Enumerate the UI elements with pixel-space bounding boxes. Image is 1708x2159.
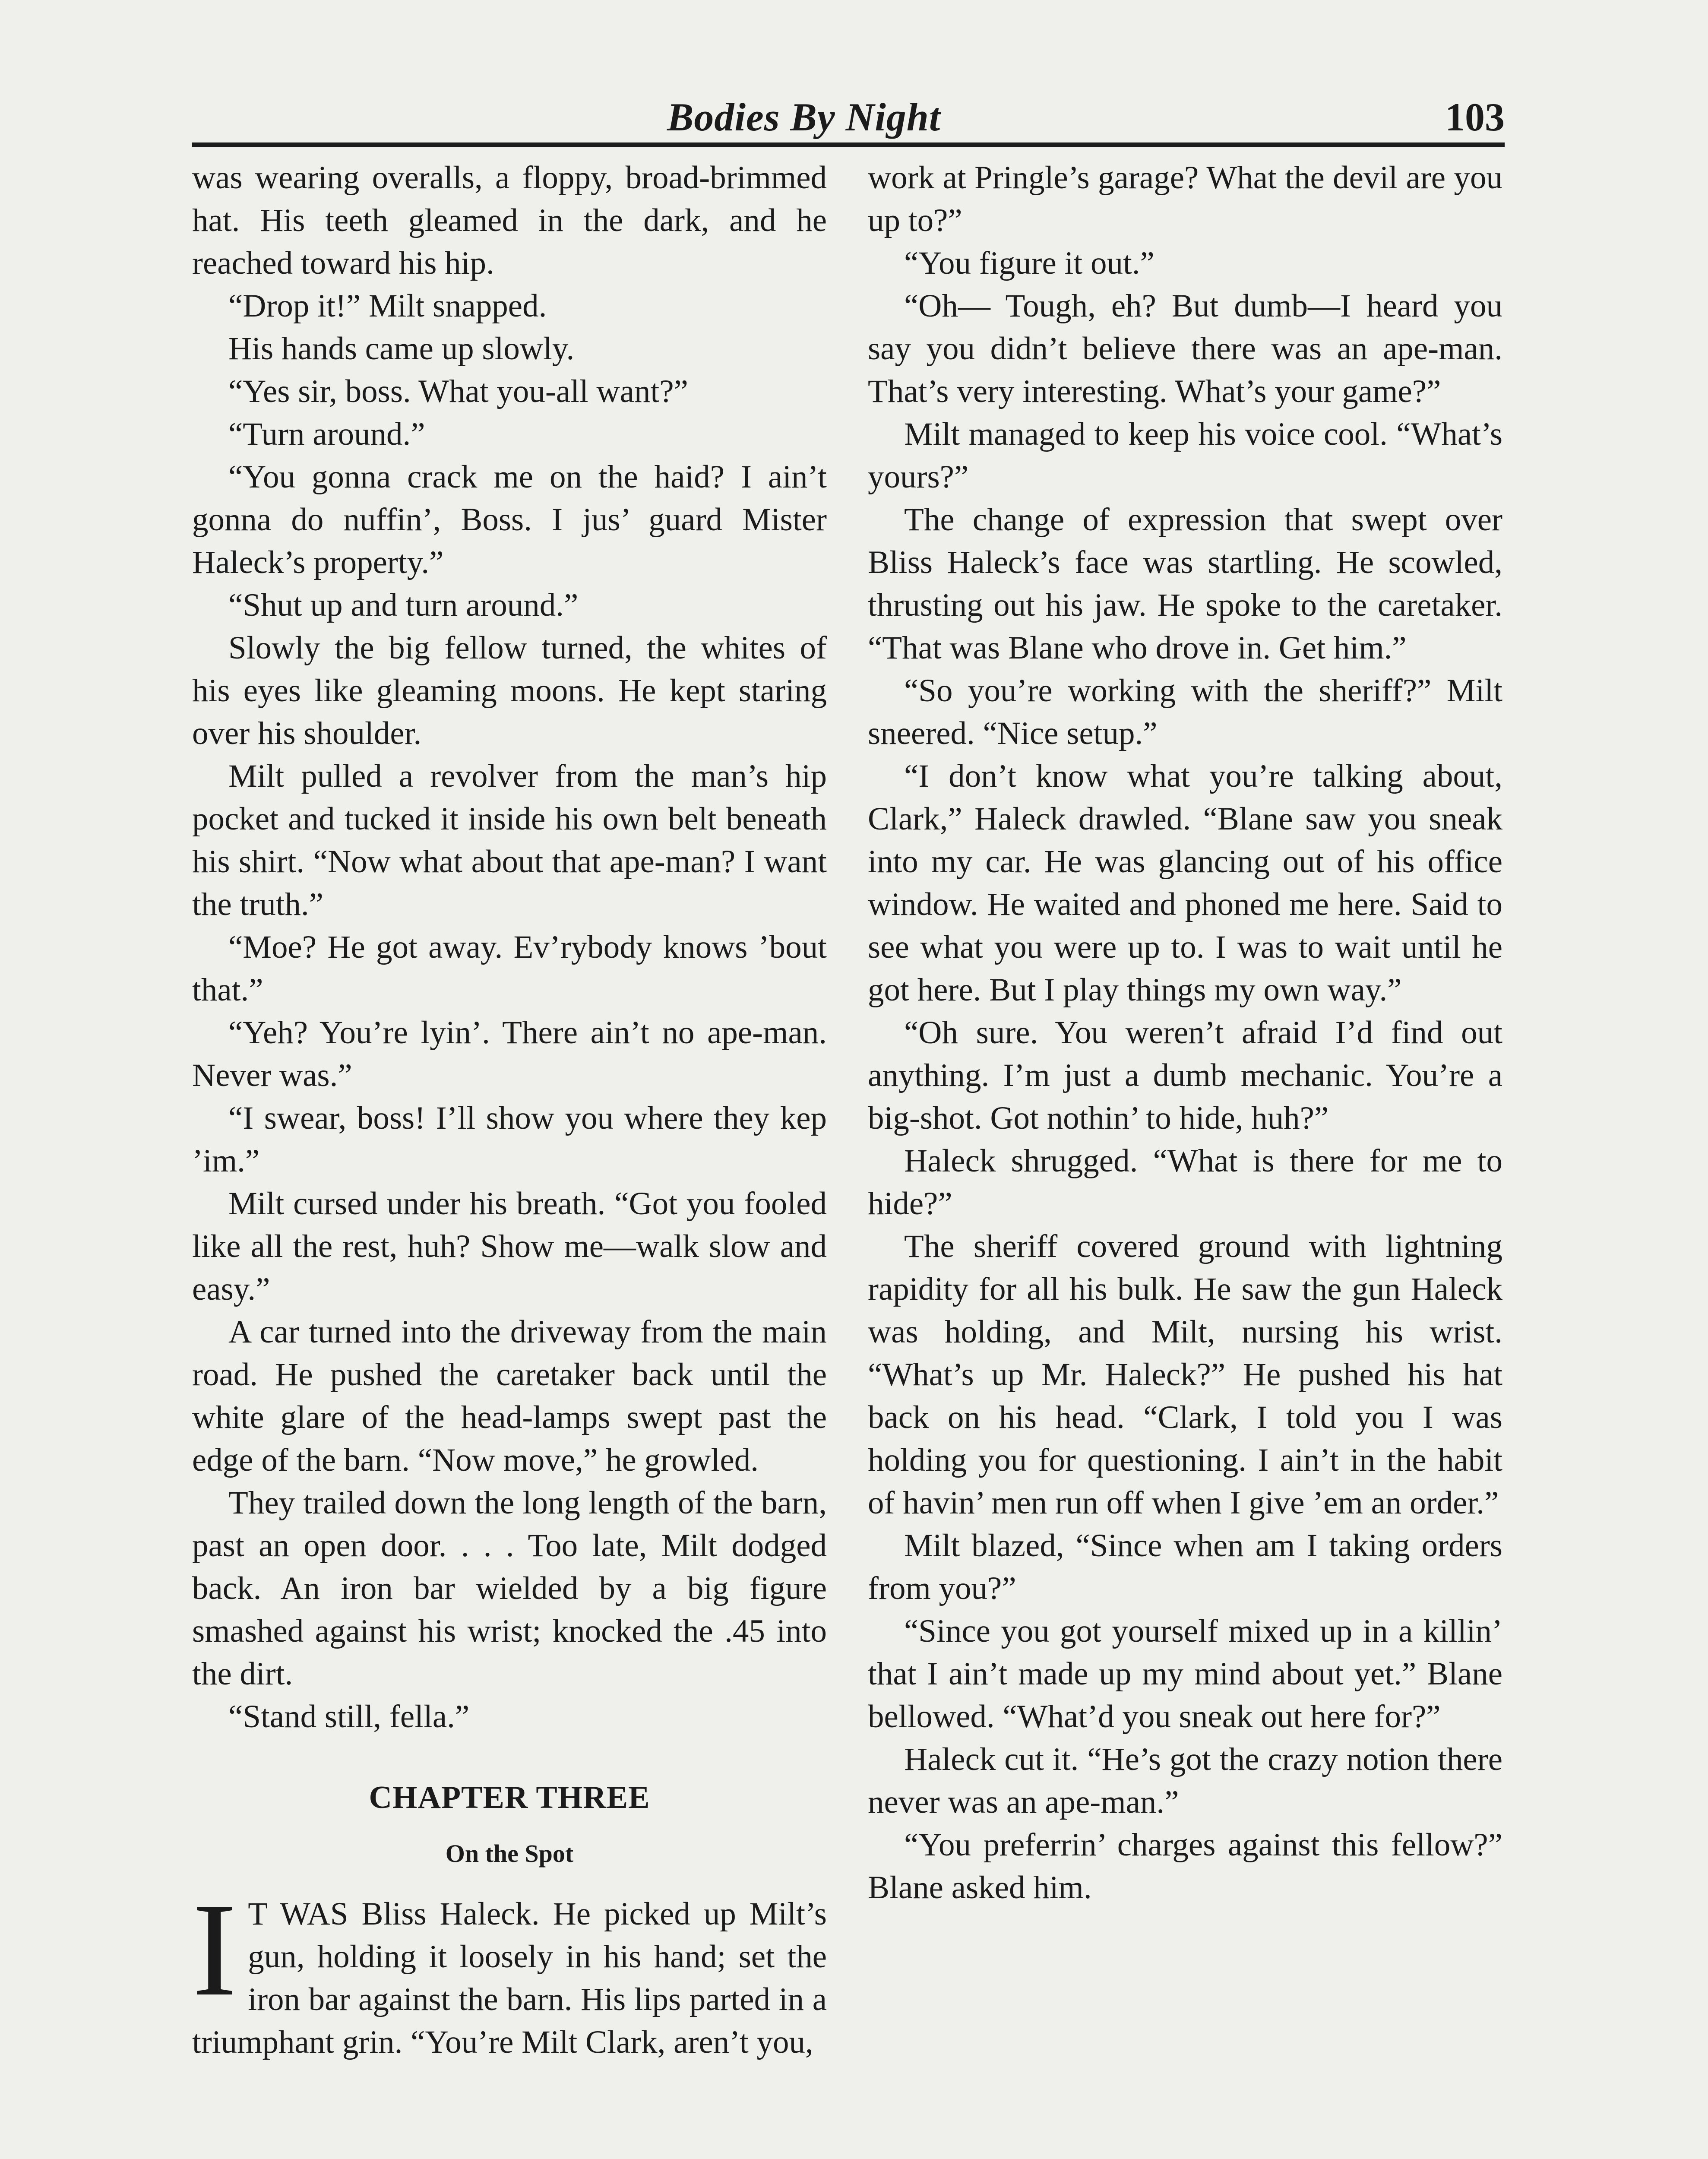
paragraph: was wearing overalls, a floppy, broad-brimmed hat. His teeth gleamed in the dark, and he reached toward his hip.: [192, 160, 827, 281]
paragraph: work at Pringle’s garage? What the devil are you up to?”: [868, 160, 1502, 238]
paragraph: Milt blazed, “Since when am I taking orders from you?”: [868, 1528, 1502, 1606]
dropcap-paragraph-text: T WAS Bliss Haleck. He picked up Milt’s gun, holding it loosely in his hand; set the iron bar against the barn. His lips parted in a triumphant grin. “You’re Milt Clark, aren’t you,: [192, 1896, 827, 2060]
paragraph: “Oh— Tough, eh? But dumb—I heard you say you didn’t believe there was an ape-man. That’s very interesting. What’s your game?”: [868, 288, 1502, 409]
paragraph: “Drop it!” Milt snapped.: [228, 288, 547, 324]
running-title: Bodies By Night: [667, 95, 941, 139]
paragraph: “So you’re working with the sheriff?” Milt sneered. “Nice setup.”: [868, 673, 1502, 751]
paragraph: “You gonna crack me on the haid? I ain’t gonna do nuffin’, Boss. I jus’ guard Mister Haleck’s property.”: [192, 459, 827, 580]
paragraph: “Moe? He got away. Ev’rybody knows ’bout that.”: [192, 929, 827, 1008]
paragraph: “I don’t know what you’re talking about, Clark,” Haleck drawled. “Blane saw you sneak into my car. He was glancing out of his office window. He waited and phoned me here. Said to see what you were up to. I was to wait until he got here. But I play things my own way.”: [868, 758, 1502, 1008]
paragraph: “Stand still, fella.”: [228, 1699, 470, 1735]
paragraph: They trailed down the long length of the barn, past an open door. . . . Too late, Milt dodged back. An iron bar wielded by a big figure smashed against his wrist; knocked the .45 into the dirt.: [192, 1485, 827, 1692]
paragraph: Haleck shrugged. “What is there for me to hide?”: [868, 1143, 1502, 1222]
paragraph: The change of expression that swept over Bliss Haleck’s face was startling. He scowled, thrusting out his jaw. He spoke to the caretaker. “That was Blane who drove in. Get him.”: [868, 502, 1502, 666]
paragraph: “You preferrin’ charges against this fellow?” Blane asked him.: [868, 1827, 1502, 1906]
chapter-heading: CHAPTER THREE: [369, 1780, 650, 1815]
paragraph: “Turn around.”: [228, 416, 425, 452]
paragraph: Milt pulled a revolver from the man’s hip pocket and tucked it inside his own belt beneath his shirt. “Now what about that ape-man? I want the truth.”: [192, 758, 827, 922]
running-header: [192, 91, 1505, 147]
paragraph: “Shut up and turn around.”: [228, 587, 579, 623]
paragraph: “Yes sir, boss. What you-all want?”: [228, 374, 688, 409]
paragraph: Milt managed to keep his voice cool. “What’s yours?”: [868, 416, 1502, 495]
paragraph: His hands came up slowly.: [228, 331, 575, 367]
paragraph: “Since you got yourself mixed up in a killin’ that I ain’t made up my mind about yet.” Blane bellowed. “What’d you sneak out here for?”: [868, 1613, 1502, 1735]
paragraph: Slowly the big fellow turned, the whites of his eyes like gleaming moons. He kept staring over his shoulder.: [192, 630, 827, 751]
paragraph: “I swear, boss! I’ll show you where they kep ’im.”: [192, 1100, 827, 1179]
paragraph: “Yeh? You’re lyin’. There ain’t no ape-man. Never was.”: [192, 1015, 827, 1093]
dropcap-paragraph: [192, 1876, 827, 2064]
page-number: 103: [1445, 95, 1505, 139]
paragraph: “Oh sure. You weren’t afraid I’d find out anything. I’m just a dumb mechanic. You’re a big-shot. Got nothin’ to hide, huh?”: [868, 1015, 1502, 1136]
paragraph: Milt cursed under his breath. “Got you fooled like all the rest, huh? Show me—walk slow and easy.”: [192, 1186, 827, 1307]
paragraph: “You figure it out.”: [904, 245, 1154, 281]
paragraph: Haleck cut it. “He’s got the crazy notion there never was an ape-man.”: [868, 1741, 1502, 1820]
right-column: [868, 156, 1502, 1909]
paragraph: The sheriff covered ground with lightning rapidity for all his bulk. He saw the gun Haleck was holding, and Milt, nursing his wrist. “What’s up Mr. Haleck?” He pushed his hat back on his head. “Clark, I told you I was holding you for questioning. I ain’t in the habit of havin’ men run off when I give ’em an order.”: [868, 1228, 1502, 1521]
left-column: [192, 156, 827, 2064]
drop-cap-letter: I: [192, 1876, 237, 2024]
paragraph: A car turned into the driveway from the main road. He pushed the caretaker back until the white glare of the head-lamps swept past the edge of the barn. “Now move,” he growled.: [192, 1314, 827, 1478]
chapter-subtitle: On the Spot: [445, 1839, 574, 1868]
